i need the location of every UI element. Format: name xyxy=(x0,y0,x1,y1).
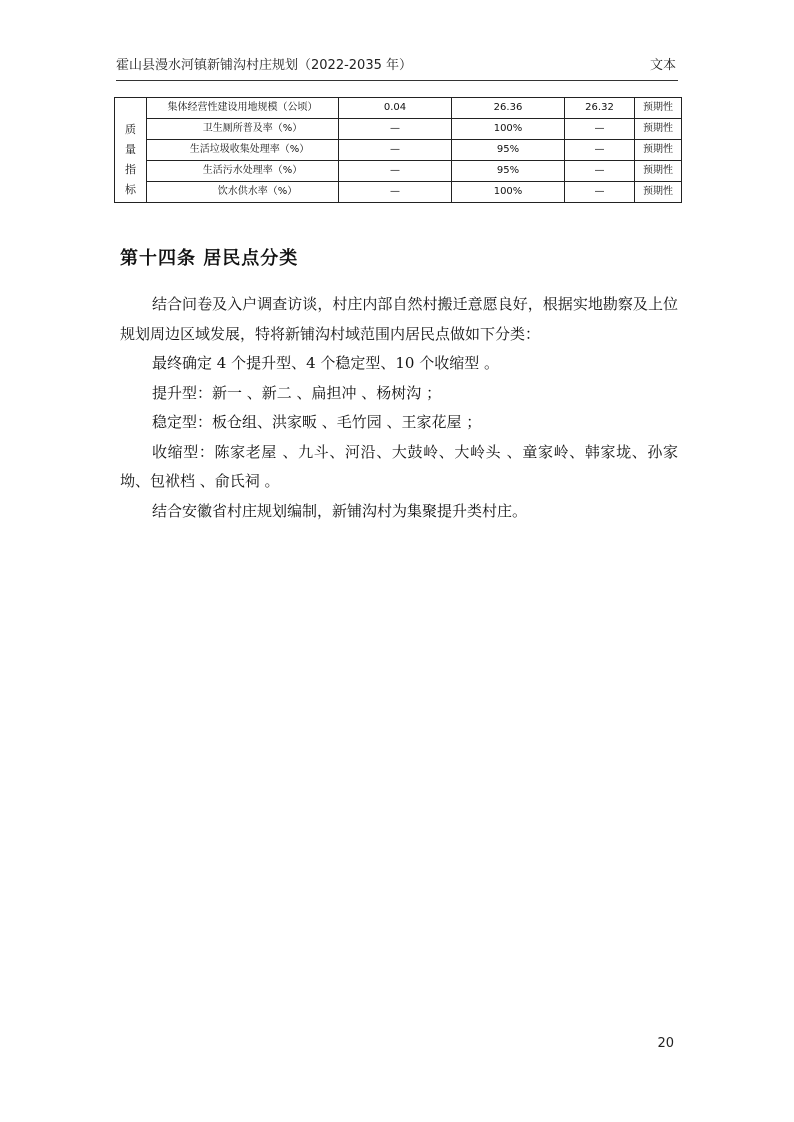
section-body xyxy=(120,290,678,526)
header-divider xyxy=(116,80,678,81)
change-value: — xyxy=(565,119,635,140)
page-number: 20 xyxy=(657,1036,674,1051)
target-value: 100% xyxy=(452,182,565,203)
base-value: — xyxy=(339,182,452,203)
indicator-type: 预期性 xyxy=(635,161,682,182)
indicator-name: 饮水供水率（%） xyxy=(147,182,339,203)
indicator-type: 预期性 xyxy=(635,98,682,119)
paragraph: 收缩型：陈家老屋 、九斗、河沿、大鼓岭、大岭头 、童家岭、韩家垅、孙家坳、包袱档 、俞氏祠 。 xyxy=(120,442,678,490)
paragraph: 结合安徽省村庄规划编制，新铺沟村为集聚提升类村庄。 xyxy=(152,501,528,520)
document-title: 霍山县漫水河镇新铺沟村庄规划（2022-2035 年） xyxy=(116,58,412,73)
quality-indicators-table xyxy=(114,97,682,203)
table-row xyxy=(115,161,682,182)
target-value: 100% xyxy=(452,119,565,140)
base-value: 0.04 xyxy=(339,98,452,119)
target-value: 95% xyxy=(452,161,565,182)
change-value: 26.32 xyxy=(565,98,635,119)
paragraph: 最终确定 4 个提升型、4 个稳定型、10 个收缩型 。 xyxy=(152,354,500,372)
change-value: — xyxy=(565,140,635,161)
base-value: — xyxy=(339,161,452,182)
change-value: — xyxy=(565,182,635,203)
category-char: 标 xyxy=(125,183,136,196)
target-value: 95% xyxy=(452,140,565,161)
indicator-name: 集体经营性建设用地规模（公顷） xyxy=(147,98,339,119)
indicator-type: 预期性 xyxy=(635,119,682,140)
paragraph: 稳定型：板仓组、洪家畈 、毛竹园 、王家花屋 ； xyxy=(152,413,482,431)
table-row xyxy=(115,140,682,161)
target-value: 26.36 xyxy=(452,98,565,119)
category-char xyxy=(119,100,142,120)
indicator-name: 生活垃圾收集处理率（%） xyxy=(147,140,339,161)
section-heading: 第十四条 居民点分类 xyxy=(120,248,299,269)
category-char: 质 xyxy=(125,123,136,136)
category-cell xyxy=(115,98,147,203)
paragraph: 结合问卷及入户调查访谈，村庄内部自然村搬迁意愿良好，根据实地勘察及上位规划周边区域发展，特将新铺沟村域范围内居民点做如下分类： xyxy=(120,295,678,343)
indicator-type: 预期性 xyxy=(635,140,682,161)
indicator-type: 预期性 xyxy=(635,182,682,203)
category-char: 指 xyxy=(125,163,136,176)
table-row xyxy=(115,98,682,119)
base-value: — xyxy=(339,119,452,140)
page-header xyxy=(116,52,678,76)
indicator-name: 生活污水处理率（%） xyxy=(147,161,339,182)
table-row xyxy=(115,119,682,140)
indicator-name: 卫生厕所普及率（%） xyxy=(147,119,339,140)
document-type-label: 文本 xyxy=(649,58,676,73)
base-value: — xyxy=(339,140,452,161)
category-char: 量 xyxy=(125,143,136,156)
table-row xyxy=(115,182,682,203)
paragraph: 提升型：新一 、新二 、扁担冲 、杨树沟 ； xyxy=(152,383,442,402)
change-value: — xyxy=(565,161,635,182)
